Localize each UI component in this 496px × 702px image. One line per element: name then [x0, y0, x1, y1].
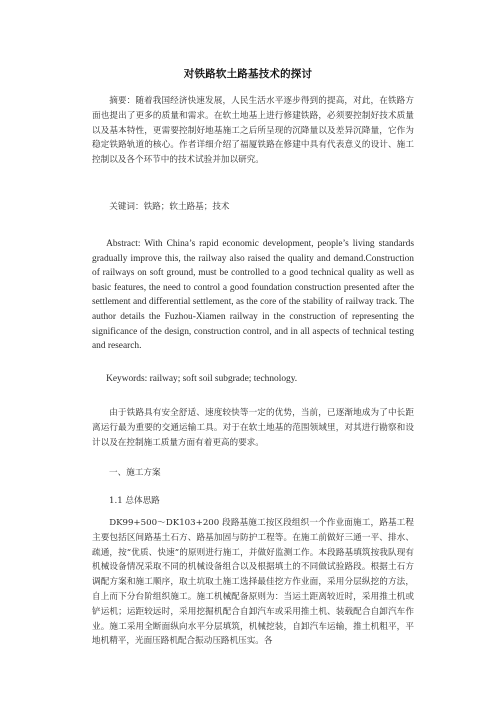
body-paragraph-1: DK99+500～DK103+200 段路基施工按区段组织一个作业面施工，路基工程主要包括区间路基土石方、路基加固与防护工程等。在施工前做好三通一平、排水、疏通，按“优质、快速”的原则进行施工，并做好监测工作。本段路基填筑按我队现有机械设备情况采取不同的机械设备组合以及根据填土的不同做试验路段。根据土石方调配方案和施工顺序，取土坑取土施工选择最佳挖方作业面，采用分层纵挖的方法，自上而下分台阶组织施工。施工机械配备原则为：当运土距离较近时，采用推土机或铲运机；运距较远时，采用挖掘机配合自卸汽车或采用推土机、装载配合自卸汽车作业。施工采用全断面纵向水平分层填筑，机械挖装，自卸汽车运输，推土机粗平，平地机精平，光面压路机配合振动压路机压实。各 [92, 518, 414, 647]
introduction-paragraph: 由于铁路具有安全舒适、速度较快等一定的优势，当前，已逐渐地成为了中长距离运行最为重要的交通运输工具。对于在软土地基的范围领域里，对其进行勘察和设计以及在控制施工质量方面有着更高的要求。 [92, 408, 414, 448]
keywords-chinese: 关键词：铁路；软土路基；技术 [109, 202, 230, 212]
section-heading-1: 一、施工方案 [109, 468, 161, 478]
abstract-english: Abstract: With China’s rapid economic development, people’s living standards gradually improve this, the railway also raised the quality and demand.Construction of railways on soft ground, must be controlled to a good technical quality as well as basic features, the need to control a good foundation construction presented after the settlement and differential settlement, as the core of the stability of railway track. The author details the Fuzhou-Xiamen railway in the construction of representing the significance of the design, construction control, and in all aspects of technical testing and research. [92, 239, 414, 352]
keywords-english: Keywords: railway; soft soil subgrade; technology. [106, 374, 298, 384]
paper-title: 对铁路软土路基技术的探讨 [183, 68, 313, 80]
abstract-chinese: 摘要：随着我国经济快速发展，人民生活水平逐步得到的提高，对此，在铁路方面也提出了更多的质量和需求。在软土地基上进行修建铁路，必须要控制好技术质量以及基本特性，更需要控制好地基施工之后所呈现的沉降量以及差异沉降量，它作为稳定铁路轨道的核心。作者详细介绍了福厦铁路在修建中具有代表意义的设计、施工控制以及各个环节中的技术试验并加以研究。 [92, 96, 414, 166]
subsection-heading-1-1: 1.1 总体思路 [109, 496, 160, 506]
